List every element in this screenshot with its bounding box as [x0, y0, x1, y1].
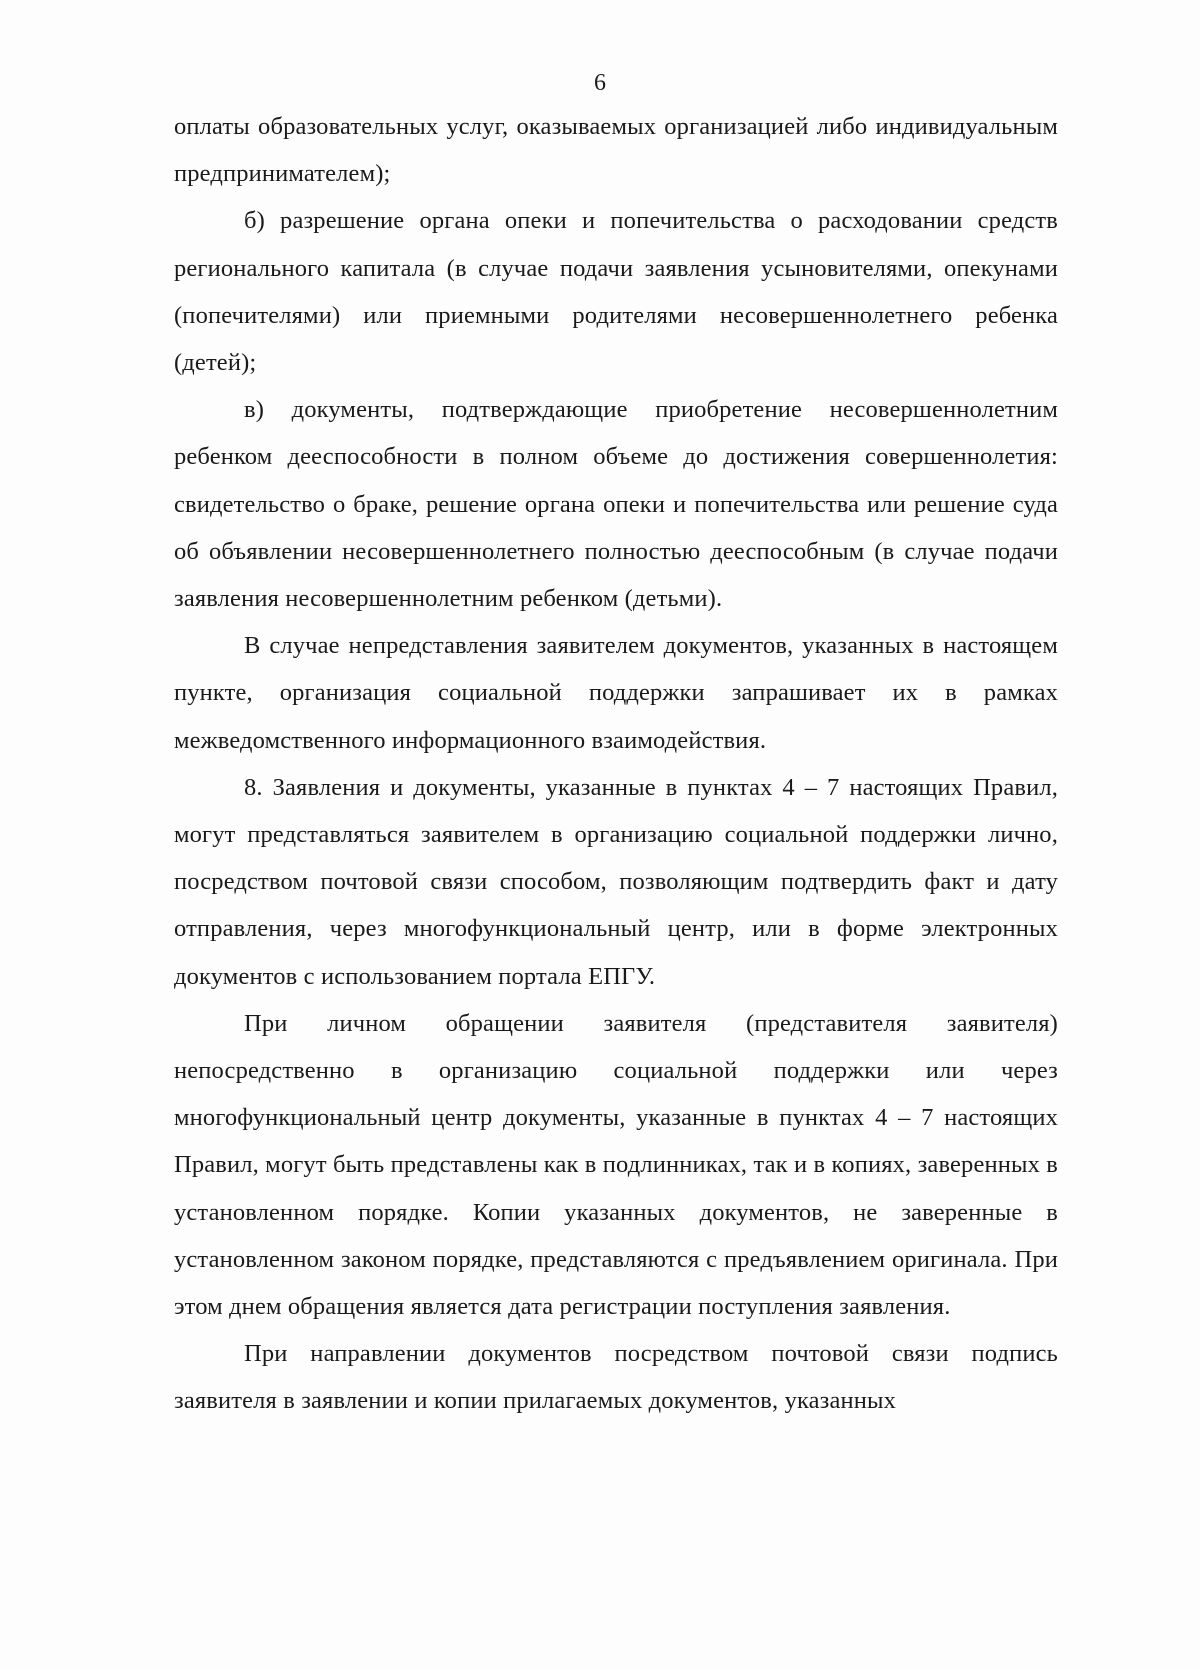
- paragraph-interagency-request: В случае непредставления заявителем документов, указанных в настоящем пункте, организация социальной поддержки запрашивает их в рамках межведомственного информационного взаимодействия.: [174, 632, 1058, 754]
- paragraph-item-8-submission: 8. Заявления и документы, указанные в пунктах 4 – 7 настоящих Правил, могут представляться заявителем в организацию социальной поддержки лично, посредством почтовой связи способом, позволяющим подтвердить факт и дату отправления, через многофункциональный центр, или в форме электронных документов с использованием портала ЕПГУ.: [174, 773, 1058, 990]
- paragraph-postal-submission: При направлении документов посредством почтовой связи подпись заявителя в заявлении и копии прилагаемых документов, указанных: [174, 1340, 1058, 1415]
- paragraph-legal-capacity-documents: в) документы, подтверждающие приобретение несовершеннолетним ребенком дееспособности в полном объеме до достижения совершеннолетия: свидетельство о браке, решение органа опеки и попечительства или решение суда об объявлении несовершеннолетнего полностью дееспособным (в случае подачи заявления несовершеннолетним ребенком (детьми).: [174, 396, 1058, 613]
- page-number: 6: [594, 70, 606, 96]
- paragraph-guardianship-permission: б) разрешение органа опеки и попечительства о расходовании средств регионального капитала (в случае подачи заявления усыновителями, опекунами (попечителями) или приемными родителями несовершеннолетнего ребенка (детей);: [174, 207, 1058, 377]
- paragraph-payment-continuation: оплаты образовательных услуг, оказываемых организацией либо индивидуальным предпринимателем);: [174, 113, 1058, 188]
- paragraph-personal-submission: При личном обращении заявителя (представителя заявителя) непосредственно в организацию социальной поддержки или через многофункциональный центр документы, указанные в пунктах 4 – 7 настоящих Правил, могут быть представлены как в подлинниках, так и в копиях, заверенных в установленном порядке. Копии указанных документов, не заверенные в установленном законом порядке, представляются с предъявлением оригинала. При этом днем обращения является дата регистрации поступления заявления.: [174, 1009, 1058, 1321]
- document-body: [174, 103, 1058, 1425]
